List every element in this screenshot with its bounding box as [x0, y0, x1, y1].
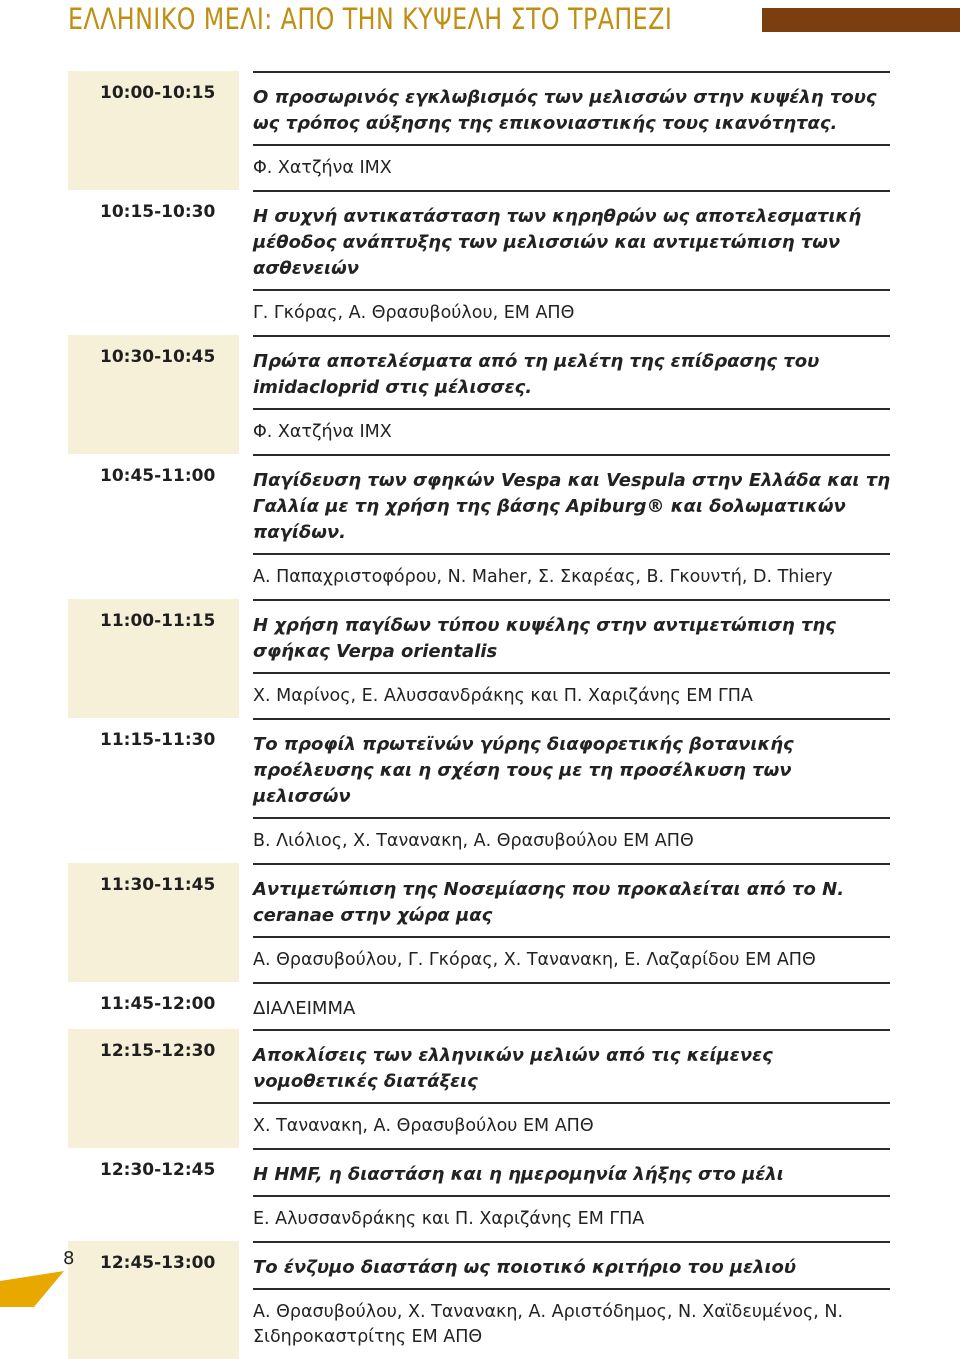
program-row — [68, 71, 890, 190]
session-time: 12:15-12:30 — [68, 1029, 239, 1148]
talk-authors: Α. Θρασυβούλου, Γ. Γκόρας, Χ. Τανανακη, Ε. Λαζαρίδου ΕΜ ΑΠΘ — [253, 936, 890, 982]
session-time: 10:15-10:30 — [100, 202, 216, 222]
talk-title: Αποκλίσεις των ελληνικών μελιών από τις κείμενες νομοθετικές διατάξεις — [253, 1029, 890, 1102]
talk-authors: Ε. Αλυσσανδράκης και Π. Χαριζάνης ΕΜ ΓΠΑ — [253, 1195, 890, 1241]
talk-title: Η συχνή αντικατάσταση των κηρηθρών ως αποτελεσματική μέθοδος ανάπτυξης των μελισσιών και αντιμετώπιση των ασθενειών — [253, 190, 890, 289]
corner-decoration — [0, 1271, 64, 1307]
program-table — [68, 71, 890, 1359]
header-bar — [762, 8, 960, 32]
program-row — [68, 454, 890, 599]
session-time: 10:30-10:45 — [68, 335, 239, 454]
talk-authors: Γ. Γκόρας, Α. Θρασυβούλου, ΕΜ ΑΠΘ — [253, 289, 890, 335]
page-title: ΕΛΛΗΝΙΚΟ ΜΕΛΙ: ΑΠΟ ΤΗΝ ΚΥΨΕΛΗ ΣΤΟ ΤΡΑΠΕΖΙ — [68, 2, 673, 36]
program-row — [68, 718, 890, 863]
session-time: 11:00-11:15 — [68, 599, 239, 718]
talk-title: Πρώτα αποτελέσματα από τη μελέτη της επίδρασης του imidacloprid στις μέλισσες. — [253, 335, 890, 408]
talk-title: Η χρήση παγίδων τύπου κυψέλης στην αντιμετώπιση της σφήκας Verpa orientalis — [253, 599, 890, 672]
program-row — [68, 1241, 890, 1359]
talk-title: Η HMF, η διαστάση και η ημερομηνία λήξης στο μέλι — [253, 1148, 890, 1195]
talk-authors: Χ. Μαρίνος, Ε. Αλυσσανδράκης και Π. Χαριζάνης ΕΜ ΓΠΑ — [253, 672, 890, 718]
talk-authors: Β. Λιόλιος, Χ. Τανανακη, Α. Θρασυβούλου ΕΜ ΑΠΘ — [253, 817, 890, 863]
session-time: 11:30-11:45 — [68, 863, 239, 982]
talk-authors: Α. Παπαχριστοφόρου, Ν. Maher, Σ. Σκαρέας, Β. Γκουντή, D. Thiery — [253, 553, 890, 599]
talk-title: Παγίδευση των σφηκών Vespa και Vespula στην Ελλάδα και τη Γαλλία με τη χρήση της βάσης Apiburg® και δολωματικών παγίδων. — [253, 454, 890, 553]
talk-authors: Χ. Τανανακη, Α. Θρασυβούλου ΕΜ ΑΠΘ — [253, 1102, 890, 1148]
session-time: 12:30-12:45 — [100, 1160, 216, 1180]
session-time: 10:00-10:15 — [68, 71, 239, 190]
program-row — [68, 335, 890, 454]
talk-title: Το ένζυμο διαστάση ως ποιοτικό κριτήριο του μελιού — [253, 1241, 890, 1288]
program-row — [68, 1148, 890, 1241]
talk-title: Ο προσωρινός εγκλωβισμός των μελισσών στην κυψέλη τους ως τρόπος αύξησης της επικονιαστικής τους ικανότητας. — [253, 71, 890, 144]
session-time: 10:45-11:00 — [100, 466, 216, 486]
talk-title: Αντιμετώπιση της Νοσεμίασης που προκαλείται από το Ν. ceranae στην χώρα μας — [253, 863, 890, 936]
program-row — [68, 190, 890, 335]
program-row — [68, 982, 890, 1029]
talk-title: Το προφίλ πρωτεϊνών γύρης διαφορετικής βοτανικής προέλευσης και η σχέση τους με τη προσέλκυση των μελισσών — [253, 718, 890, 817]
session-time: 11:45-12:00 — [100, 994, 216, 1014]
talk-authors: Α. Θρασυβούλου, Χ. Τανανακη, Α. Αριστόδημος, Ν. Χαϊδευμένος, Ν. Σιδηροκαστρίτης ΕΜ ΑΠΘ — [253, 1288, 890, 1359]
session-time: 12:45-13:00 — [68, 1241, 239, 1359]
talk-authors: Φ. Χατζήνα ΙΜΧ — [253, 144, 890, 190]
page-number: 8 — [63, 1248, 75, 1269]
break-label: ΔΙΑΛΕΙΜΜΑ — [253, 982, 890, 1029]
program-row — [68, 599, 890, 718]
talk-authors: Φ. Χατζήνα ΙΜΧ — [253, 408, 890, 454]
program-row — [68, 1029, 890, 1148]
program-row — [68, 863, 890, 982]
session-time: 11:15-11:30 — [100, 730, 216, 750]
